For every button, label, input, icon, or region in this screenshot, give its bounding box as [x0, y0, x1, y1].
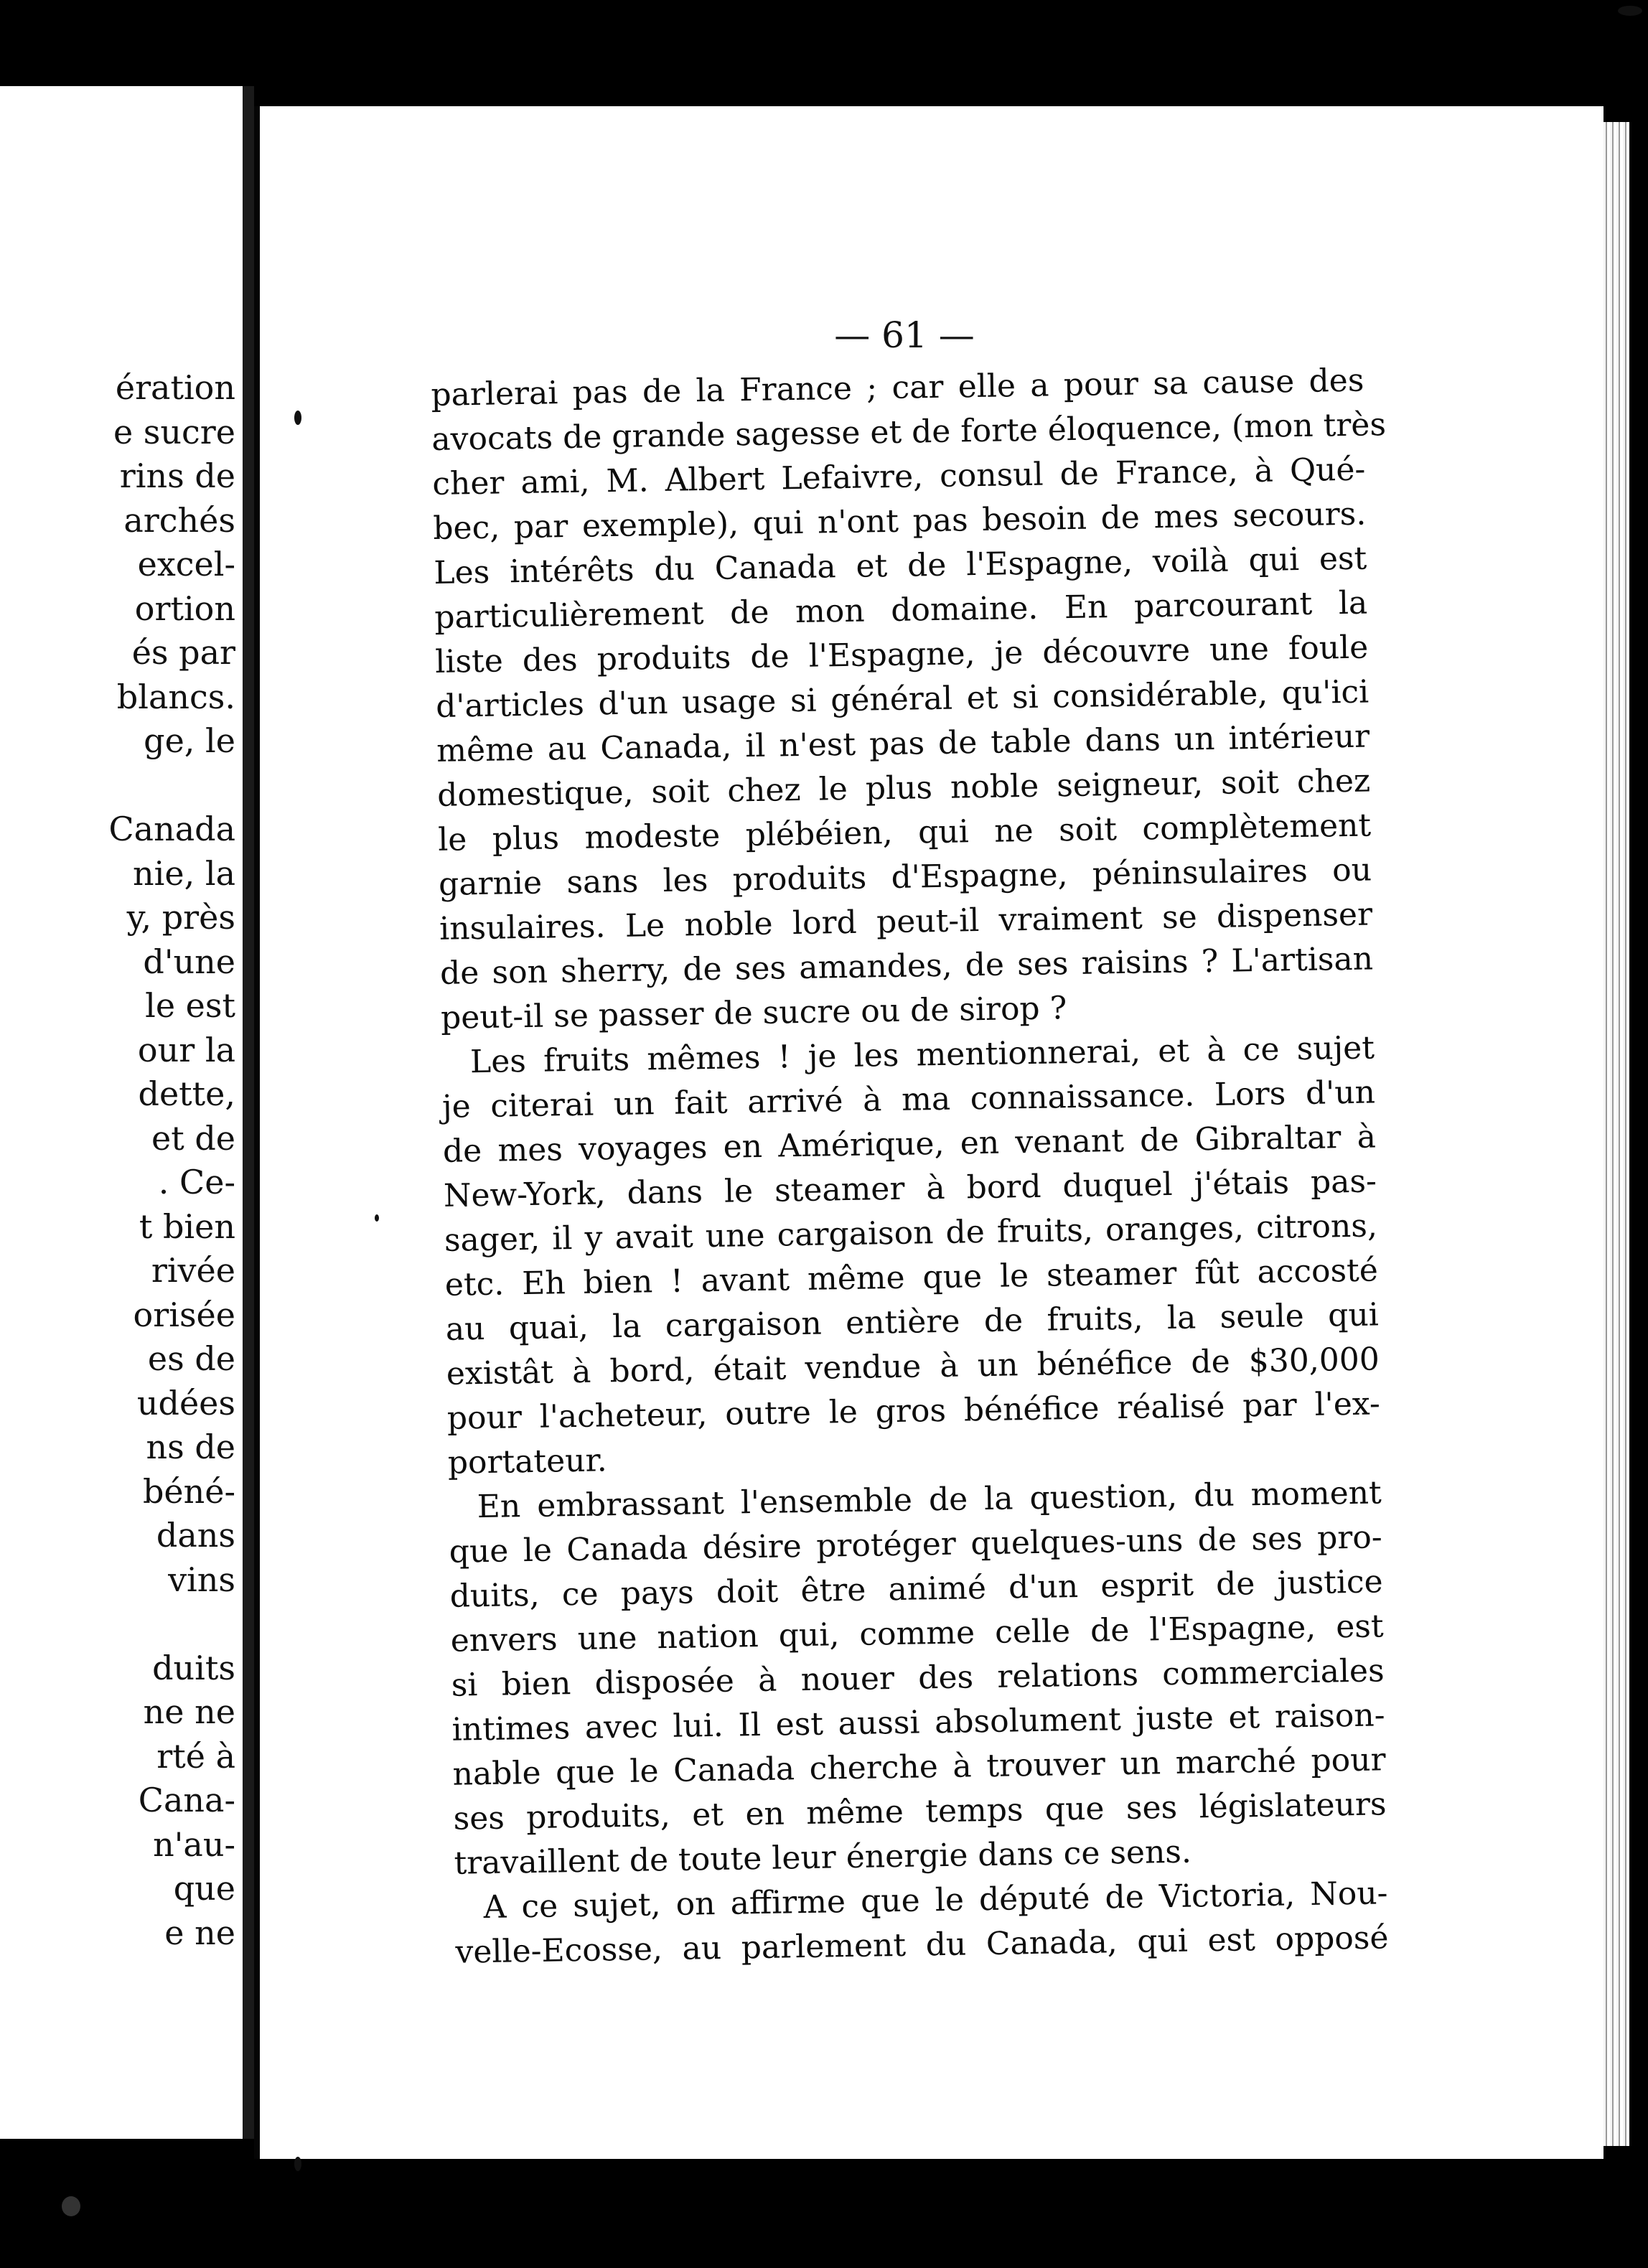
scan-speck — [294, 2157, 301, 2171]
previous-page-line: et de — [151, 1118, 235, 1158]
previous-page-line: Canada — [108, 810, 235, 848]
previous-page-text — [0, 366, 235, 1955]
previous-page-line: t bien — [139, 1206, 235, 1246]
previous-page-line: rins de — [119, 456, 235, 495]
text-line: particulièrement de mon domaine. En parcourant la — [434, 584, 1368, 636]
previous-page-line: rivée — [151, 1251, 235, 1290]
previous-page-line: ération — [115, 368, 235, 407]
page-body-text — [431, 359, 1389, 1975]
previous-page-line: ortion — [134, 589, 235, 628]
text-line: de son sherry, de ses amandes, de ses raisins ? L'artisan — [439, 940, 1374, 992]
text-line: si bien disposée à nouer des relations commerciales — [451, 1652, 1385, 1704]
previous-page-line: és par — [131, 633, 235, 672]
text-line: New-York, dans le steamer à bord duquel j'étais pas- — [443, 1163, 1377, 1214]
previous-page-line: es de — [147, 1339, 235, 1378]
text-line: avocats de grande sagesse et de forte éloquence, (mon très — [431, 406, 1387, 458]
text-line: velle-Ecosse, au parlement du Canada, qui est opposé — [455, 1919, 1389, 1971]
text-line: sager, il y avait une cargaison de fruits, oranges, citrons, — [444, 1207, 1378, 1259]
previous-page-line: d'une — [143, 942, 235, 981]
text-line: bec, par exemple), qui n'ont pas besoin de mes secours. — [433, 495, 1367, 547]
text-line: nable que le Canada cherche à trouver un marché pour — [452, 1741, 1386, 1793]
text-line: cher ami, M. Albert Lefaivre, consul de France, à Qué- — [432, 451, 1366, 502]
text-line: A ce sujet, on affirme que le député de Victoria, Nou- — [483, 1875, 1388, 1926]
page-edge-stack — [1603, 122, 1629, 2146]
previous-page-line — [0, 1602, 235, 1646]
text-line: Les intérêts du Canada et de l'Espagne, voilà qui est — [433, 540, 1367, 591]
text-line: parlerai pas de la France ; car elle a pour sa cause des — [431, 362, 1364, 413]
previous-page-line: dette, — [138, 1074, 235, 1113]
previous-page-line: e ne — [164, 1913, 235, 1952]
previous-page — [0, 86, 243, 2139]
previous-page-line: y, près — [126, 898, 235, 937]
previous-page-line: dans — [156, 1516, 235, 1555]
scan-speck — [1618, 6, 1642, 16]
text-line: pour l'acheteur, outre le gros bénéfice réalisé par l'ex- — [446, 1385, 1381, 1437]
previous-page-line: archés — [123, 500, 235, 540]
previous-page-line: duits — [152, 1648, 235, 1687]
text-line: duits, ce pays doit être animé d'un esprit de justice — [449, 1563, 1384, 1615]
text-line: intimes avec lui. Il est aussi absolument juste et raison- — [451, 1697, 1385, 1748]
previous-page-line: nie, la — [133, 853, 235, 893]
previous-page-line: béné- — [142, 1471, 235, 1511]
previous-page-line: le est — [145, 986, 235, 1025]
text-line: au quai, la cargaison entière de fruits, la seule qui — [445, 1296, 1380, 1348]
text-line: Les fruits mêmes ! je les mentionnerai, et à ce sujet — [469, 1029, 1375, 1081]
previous-page-line: ne ne — [143, 1692, 235, 1731]
text-line: garnie sans les produits d'Espagne, péninsulaires ou — [438, 851, 1372, 903]
text-line: peut-il se passer de sucre ou de sirop ? — [440, 990, 1067, 1036]
text-line: que le Canada désire protéger quelques-uns de ses pro- — [449, 1519, 1383, 1570]
previous-page-line: Cana- — [138, 1781, 235, 1819]
previous-page-line: udées — [136, 1383, 235, 1423]
previous-page-line: blancs. — [116, 677, 235, 716]
previous-page-line: que — [173, 1869, 235, 1908]
text-line: travaillent de toute leur énergie dans ce sens. — [454, 1833, 1192, 1882]
previous-page-line: rté à — [156, 1736, 235, 1776]
text-line: je citerai un fait arrivé à ma connaissance. Lors d'un — [441, 1074, 1376, 1125]
previous-page-line: ns de — [146, 1428, 235, 1466]
text-line: ses produits, et en même temps que ses législateurs — [453, 1786, 1387, 1837]
text-line: envers une nation qui, comme celle de l'Espagne, est — [450, 1608, 1384, 1659]
text-line: insulaires. Le noble lord peut-il vraiment se dispenser — [439, 896, 1373, 947]
previous-page-line: our la — [137, 1030, 235, 1069]
text-line: etc. Eh bien ! avant même que le steamer fût accosté — [444, 1252, 1379, 1303]
text-line: le plus modeste plébéien, qui ne soit complètement — [437, 807, 1372, 858]
previous-page-line: n'au- — [153, 1824, 235, 1864]
previous-page-line — [0, 764, 235, 808]
text-line: domestique, soit chez le plus noble seigneur, soit chez — [436, 762, 1371, 814]
previous-page-line: vins — [168, 1560, 235, 1599]
scan-speck — [62, 2196, 80, 2216]
scan-speck — [375, 1214, 379, 1222]
previous-page-line: orisée — [133, 1295, 235, 1334]
previous-page-line: e sucre — [113, 412, 235, 451]
text-line: de mes voyages en Amérique, en venant de Gibraltar à — [442, 1118, 1377, 1170]
text-line: liste des produits de l'Espagne, je découvre une foule — [434, 629, 1369, 680]
previous-page-line: excel- — [137, 545, 235, 584]
scan-speck — [294, 411, 301, 425]
text-line: En embrassant l'ensemble de la question, du moment — [477, 1474, 1382, 1526]
text-line: d'articles d'un usage si général et si considérable, qu'ici — [435, 673, 1370, 725]
text-line: même au Canada, il n'est pas de table dans un intérieur — [436, 718, 1370, 769]
book-gutter — [243, 86, 254, 2139]
previous-page-line: . Ce- — [158, 1163, 235, 1201]
text-line: existât à bord, était vendue à un bénéfice de $30,000 — [446, 1341, 1380, 1392]
page-number: — 61 — — [834, 314, 975, 356]
previous-page-line: ge, le — [144, 721, 235, 760]
text-line: portateur. — [447, 1442, 608, 1481]
